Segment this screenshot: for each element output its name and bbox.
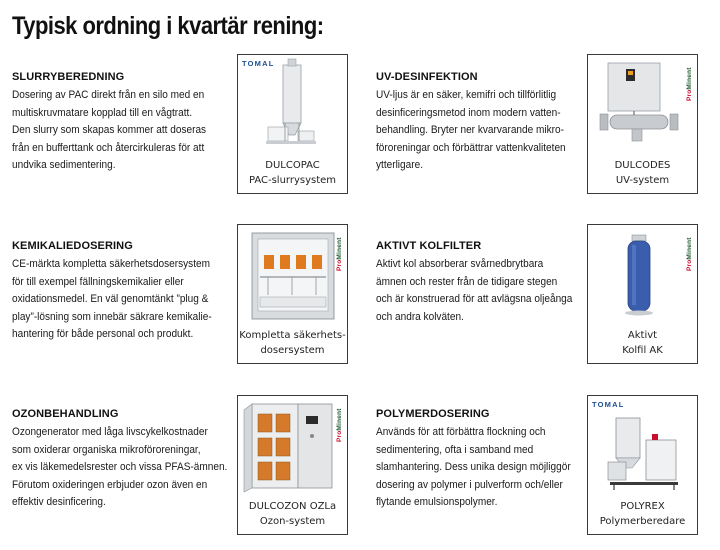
uv-reactor-icon: [588, 55, 697, 155]
product-card-dulcopac: [237, 54, 348, 194]
section-heading: KEMIKALIEDOSERING: [12, 240, 133, 252]
ozone-generator-icon: [238, 396, 347, 496]
section-text: Ozongenerator med låga livscykelkostnader som oxiderar organiska mikroföroreningar, ex vis läkemedelsrester och vissa PFAS-ämnen. Förutom oxideringen erbjuder ozon även en effektiv desinficering.: [12, 426, 228, 509]
section-aktivt-kolfilter: [376, 239, 604, 326]
product-caption: Kompletta säkerhets- dosersystem: [239, 330, 346, 356]
section-heading: AKTIVT KOLFILTER: [376, 240, 482, 252]
product-card-safety-dosing: [237, 224, 348, 364]
product-card-kolfil: [587, 224, 698, 364]
product-caption: DULCOZON OZLa Ozon-system: [248, 501, 337, 527]
polymer-unit-icon: [588, 396, 697, 496]
product-caption: POLYREX Polymerberedare: [599, 501, 686, 527]
product-caption: Aktivt Kolfil AK: [622, 330, 663, 356]
section-heading: POLYMERDOSERING: [376, 408, 490, 420]
section-text: CE-märkta kompletta säkerhetsdosersystem för till exempel fällningskemikalier eller oxidationsmedel. En väl genomtänkt ”plug & play”-lösning som innebär säkrare kemikalie- hantering för både personal och produkt.: [12, 258, 212, 341]
product-card-dulcodes: [587, 54, 698, 194]
section-text: Dosering av PAC direkt från en silo med en multiskruvmatare kopplad till en vågtratt. Den slurry som skapas kommer att doseras från en bufferttank och återcirkuleras för att undvika sedimentering.: [12, 89, 207, 172]
prominent-logo: ProMinent: [336, 408, 343, 442]
section-heading: OZONBEHANDLING: [12, 408, 119, 420]
product-caption: DULCOPAC PAC-slurrysystem: [248, 160, 337, 186]
prominent-logo: ProMinent: [336, 237, 343, 271]
section-text: Används för att förbättra flockning och sedimentering, ofta i samband med slamhantering. Dess unika design möjliggör dosering av polymer i pulverform och/eller flytande emulsionspolymer.: [376, 426, 571, 509]
section-text: Aktivt kol absorberar svårnedbrytbara ämnen och rester från de tidigare stegen och är konstruerad för att avlägsna oljeånga och andra kolväten.: [376, 258, 573, 323]
section-ozonbehandling: [12, 407, 240, 512]
dosing-cabinet-icon: [238, 225, 347, 325]
page-title: Typisk ordning i kvartär rening:: [12, 12, 324, 40]
section-kemikaliedosering: [12, 239, 240, 344]
product-caption: DULCODES UV-system: [614, 160, 671, 186]
product-card-polyrex: [587, 395, 698, 535]
section-heading: UV-DESINFEKTION: [376, 71, 478, 83]
carbon-filter-icon: [588, 225, 697, 325]
section-heading: SLURRYBEREDNING: [12, 71, 125, 83]
section-text: UV-ljus är en säker, kemifri och tillförlitlig desinficeringsmetod inom modern vatten- behandling. Bryter ner kvarvarande mikro- föroreningar och förbättrar vattenkvaliteten ytterligare.: [376, 89, 566, 172]
tomal-logo: TOMAL: [592, 400, 625, 409]
section-slurryberedning: [12, 70, 240, 175]
section-polymerdosering: [376, 407, 604, 512]
pac-silo-icon: [238, 55, 347, 155]
prominent-logo: ProMinent: [686, 237, 693, 271]
tomal-logo: TOMAL: [242, 59, 275, 68]
product-card-dulcozon: [237, 395, 348, 535]
prominent-logo: ProMinent: [686, 67, 693, 101]
section-uv-desinfektion: [376, 70, 604, 175]
